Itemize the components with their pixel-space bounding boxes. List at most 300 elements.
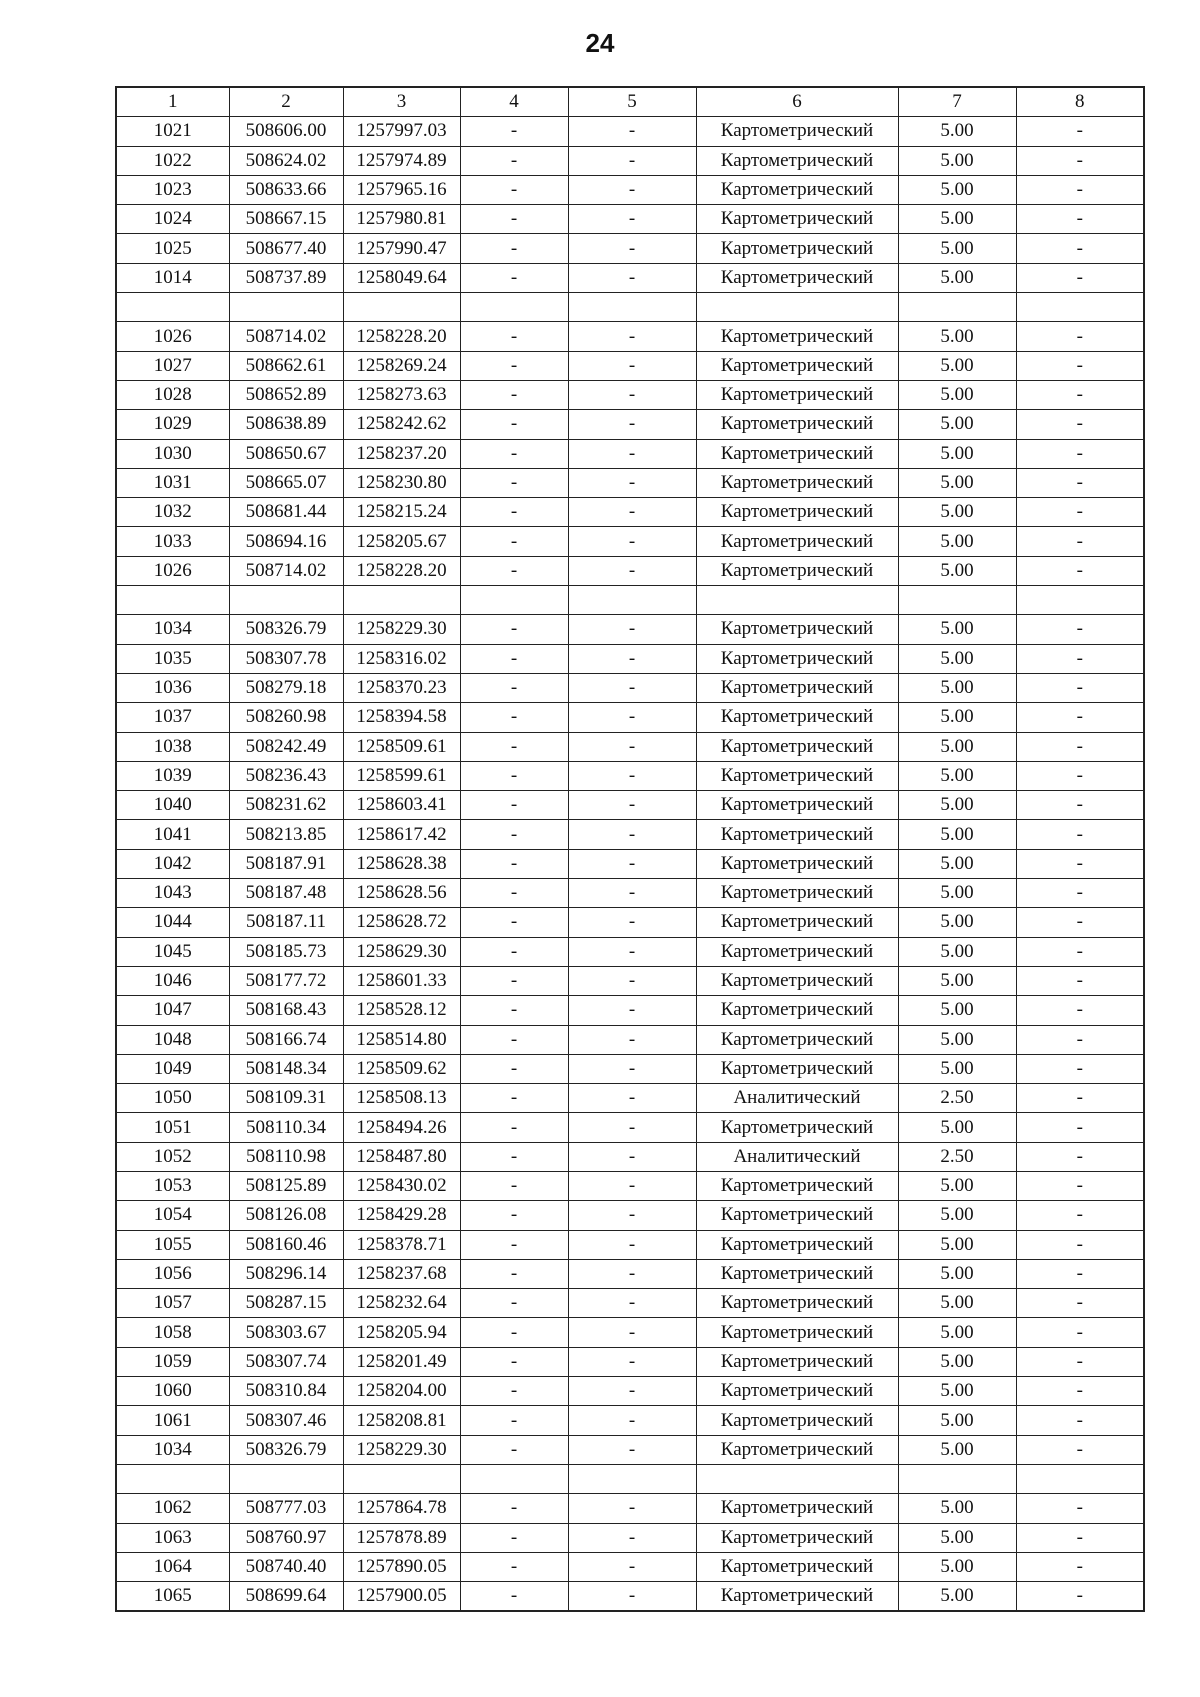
table-cell: 1044	[116, 908, 229, 937]
table-cell: 1023	[116, 175, 229, 204]
table-cell: 1258628.56	[343, 879, 460, 908]
table-row	[116, 117, 1144, 146]
table-cell	[460, 293, 568, 322]
table-cell: -	[568, 175, 696, 204]
table-cell: -	[1016, 1171, 1144, 1200]
table-cell: -	[1016, 1113, 1144, 1142]
table-cell: 1258628.38	[343, 849, 460, 878]
table-row	[116, 879, 1144, 908]
table-row	[116, 1464, 1144, 1493]
table-cell: Картометрический	[696, 527, 898, 556]
table-cell: -	[568, 1377, 696, 1406]
table-row	[116, 1230, 1144, 1259]
table-cell: 5.00	[898, 644, 1016, 673]
table-cell: Картометрический	[696, 1171, 898, 1200]
table-cell: -	[1016, 117, 1144, 146]
table-cell: 508650.67	[229, 439, 343, 468]
table-cell: 508166.74	[229, 1025, 343, 1054]
table-row	[116, 1259, 1144, 1288]
table-cell: 1046	[116, 966, 229, 995]
table-cell: -	[568, 205, 696, 234]
table-cell: -	[460, 1406, 568, 1435]
table-cell: 1053	[116, 1171, 229, 1200]
table-cell: 508665.07	[229, 468, 343, 497]
table-cell	[1016, 1464, 1144, 1493]
table-cell: 1258204.00	[343, 1377, 460, 1406]
table-row	[116, 1406, 1144, 1435]
table-cell: Картометрический	[696, 1025, 898, 1054]
table-cell: 1258370.23	[343, 673, 460, 702]
table-cell: -	[568, 380, 696, 409]
table-cell: -	[460, 1318, 568, 1347]
table-cell: 1031	[116, 468, 229, 497]
table-cell: -	[460, 1289, 568, 1318]
table-cell: 508606.00	[229, 117, 343, 146]
table-row	[116, 234, 1144, 263]
table-cell: -	[568, 1142, 696, 1171]
table-cell: 508737.89	[229, 263, 343, 292]
table-cell: -	[1016, 498, 1144, 527]
table-cell: 5.00	[898, 146, 1016, 175]
table-cell: Картометрический	[696, 908, 898, 937]
table-cell: 5.00	[898, 498, 1016, 527]
table-cell: -	[1016, 761, 1144, 790]
table-cell	[696, 293, 898, 322]
table-cell: -	[460, 908, 568, 937]
table-cell: -	[460, 761, 568, 790]
table-cell: -	[568, 1084, 696, 1113]
table-row	[116, 1025, 1144, 1054]
table-cell: Картометрический	[696, 1435, 898, 1464]
table-cell: 1258629.30	[343, 937, 460, 966]
table-cell: Картометрический	[696, 1494, 898, 1523]
table-cell: 5.00	[898, 1230, 1016, 1259]
table-row	[116, 1582, 1144, 1612]
table-cell: Картометрический	[696, 849, 898, 878]
table-cell: 1026	[116, 556, 229, 585]
table-cell: 5.00	[898, 175, 1016, 204]
table-cell: 1054	[116, 1201, 229, 1230]
table-cell: Картометрический	[696, 937, 898, 966]
table-cell: -	[568, 996, 696, 1025]
table-cell: Картометрический	[696, 879, 898, 908]
table-cell: 5.00	[898, 1113, 1016, 1142]
table-row	[116, 1201, 1144, 1230]
table-cell: 5.00	[898, 1025, 1016, 1054]
table-cell	[343, 586, 460, 615]
table-cell: 5.00	[898, 996, 1016, 1025]
table-cell: 1033	[116, 527, 229, 556]
table-cell: 508260.98	[229, 703, 343, 732]
table-row	[116, 175, 1144, 204]
table-cell: -	[460, 468, 568, 497]
table-cell: 508652.89	[229, 380, 343, 409]
table-cell	[696, 1464, 898, 1493]
table-cell: 1258228.20	[343, 322, 460, 351]
table-cell: 1258603.41	[343, 791, 460, 820]
table-row	[116, 1142, 1144, 1171]
table-cell: 1258430.02	[343, 1171, 460, 1200]
table-cell: Картометрический	[696, 556, 898, 585]
table-cell: 1258487.80	[343, 1142, 460, 1171]
table-cell: -	[460, 615, 568, 644]
table-cell: 508307.78	[229, 644, 343, 673]
table-cell: 508667.15	[229, 205, 343, 234]
table-row	[116, 615, 1144, 644]
table-row	[116, 439, 1144, 468]
table-row	[116, 996, 1144, 1025]
table-cell: -	[568, 849, 696, 878]
table-cell: -	[568, 908, 696, 937]
table-cell: 1064	[116, 1552, 229, 1581]
table-cell: 1024	[116, 205, 229, 234]
table-cell: 5.00	[898, 1318, 1016, 1347]
table-cell: 1258205.67	[343, 527, 460, 556]
table-cell: 5.00	[898, 615, 1016, 644]
column-header: 3	[343, 87, 460, 117]
table-cell: -	[460, 644, 568, 673]
table-cell: 508279.18	[229, 673, 343, 702]
table-cell: -	[1016, 263, 1144, 292]
table-cell: 1258316.02	[343, 644, 460, 673]
table-cell: -	[460, 1171, 568, 1200]
table-row	[116, 205, 1144, 234]
table-cell: 5.00	[898, 966, 1016, 995]
table-cell: Картометрический	[696, 673, 898, 702]
table-cell: -	[1016, 1084, 1144, 1113]
table-row	[116, 1377, 1144, 1406]
table-cell: 2.50	[898, 1142, 1016, 1171]
table-cell: 1257990.47	[343, 234, 460, 263]
table-cell: 1257890.05	[343, 1552, 460, 1581]
table-cell: -	[1016, 351, 1144, 380]
table-cell: 1062	[116, 1494, 229, 1523]
table-cell: 1060	[116, 1377, 229, 1406]
table-cell: -	[460, 1582, 568, 1612]
table-cell: -	[568, 1113, 696, 1142]
table-cell: 1049	[116, 1054, 229, 1083]
table-cell: 5.00	[898, 439, 1016, 468]
table-cell: 5.00	[898, 1289, 1016, 1318]
table-cell: -	[568, 410, 696, 439]
table-cell: 5.00	[898, 879, 1016, 908]
table-cell: 508681.44	[229, 498, 343, 527]
table-cell: Картометрический	[696, 1201, 898, 1230]
table-cell: -	[1016, 1347, 1144, 1376]
table-cell: 508126.08	[229, 1201, 343, 1230]
table-cell: -	[1016, 1435, 1144, 1464]
table-cell: -	[1016, 908, 1144, 937]
table-row	[116, 498, 1144, 527]
table-cell: -	[460, 205, 568, 234]
table-cell: 5.00	[898, 1406, 1016, 1435]
table-cell: -	[568, 117, 696, 146]
table-row	[116, 468, 1144, 497]
table-cell: 5.00	[898, 1171, 1016, 1200]
table-cell: 5.00	[898, 322, 1016, 351]
table-cell	[696, 586, 898, 615]
table-cell: -	[460, 234, 568, 263]
table-cell	[116, 586, 229, 615]
table-cell: -	[1016, 1582, 1144, 1612]
table-cell: 1056	[116, 1259, 229, 1288]
table-cell: -	[460, 996, 568, 1025]
table-cell: 508185.73	[229, 937, 343, 966]
table-row	[116, 644, 1144, 673]
table-cell: 1258509.61	[343, 732, 460, 761]
table-cell	[460, 1464, 568, 1493]
table-cell: Картометрический	[696, 1582, 898, 1612]
table-cell: -	[1016, 1289, 1144, 1318]
table-cell: -	[568, 966, 696, 995]
table-row	[116, 1084, 1144, 1113]
table-cell: 1258232.64	[343, 1289, 460, 1318]
table-cell: -	[460, 527, 568, 556]
table-cell: -	[568, 1523, 696, 1552]
table-cell: 1258601.33	[343, 966, 460, 995]
table-cell: 508740.40	[229, 1552, 343, 1581]
table-row	[116, 351, 1144, 380]
table-cell	[898, 586, 1016, 615]
table-cell: 5.00	[898, 527, 1016, 556]
table-cell: -	[460, 1084, 568, 1113]
table-cell: Картометрический	[696, 468, 898, 497]
table-cell: -	[568, 1494, 696, 1523]
table-row	[116, 293, 1144, 322]
table-cell: -	[460, 673, 568, 702]
table-cell: -	[460, 439, 568, 468]
table-cell: -	[568, 820, 696, 849]
table-cell: -	[568, 1201, 696, 1230]
table-cell: -	[568, 1289, 696, 1318]
table-cell: -	[460, 1113, 568, 1142]
table-cell: 508125.89	[229, 1171, 343, 1200]
table-cell: 5.00	[898, 1201, 1016, 1230]
table-row	[116, 556, 1144, 585]
table-cell: 1258269.24	[343, 351, 460, 380]
column-header: 1	[116, 87, 229, 117]
table-cell: 508699.64	[229, 1582, 343, 1612]
table-cell: Картометрический	[696, 146, 898, 175]
table-cell: -	[1016, 527, 1144, 556]
table-cell: Картометрический	[696, 380, 898, 409]
table-cell: -	[460, 703, 568, 732]
table-cell	[229, 293, 343, 322]
table-cell: -	[568, 732, 696, 761]
table-cell: 1047	[116, 996, 229, 1025]
table-cell: 508714.02	[229, 322, 343, 351]
table-row	[116, 703, 1144, 732]
table-cell: -	[568, 615, 696, 644]
table-cell: 1039	[116, 761, 229, 790]
table-cell: 1050	[116, 1084, 229, 1113]
table-cell: Картометрический	[696, 644, 898, 673]
table-cell	[229, 1464, 343, 1493]
table-cell: 1258599.61	[343, 761, 460, 790]
table-cell: Картометрический	[696, 351, 898, 380]
table-cell: -	[460, 380, 568, 409]
table-cell: Картометрический	[696, 322, 898, 351]
table-cell: 1035	[116, 644, 229, 673]
table-cell: 5.00	[898, 380, 1016, 409]
table-cell	[229, 586, 343, 615]
table-cell: -	[1016, 1054, 1144, 1083]
table-cell: 1258528.12	[343, 996, 460, 1025]
table-cell: Картометрический	[696, 761, 898, 790]
table-cell: 5.00	[898, 351, 1016, 380]
table-cell: 1258514.80	[343, 1025, 460, 1054]
table-cell: 1258049.64	[343, 263, 460, 292]
column-header: 6	[696, 87, 898, 117]
table-cell: Картометрический	[696, 703, 898, 732]
table-row	[116, 1552, 1144, 1581]
table-cell: 1022	[116, 146, 229, 175]
table-cell: 1257878.89	[343, 1523, 460, 1552]
table-row	[116, 908, 1144, 937]
table-cell: Картометрический	[696, 791, 898, 820]
table-cell: 508110.98	[229, 1142, 343, 1171]
table-cell: -	[568, 468, 696, 497]
table-cell: 508633.66	[229, 175, 343, 204]
table-cell: 1048	[116, 1025, 229, 1054]
table-cell: -	[1016, 732, 1144, 761]
table-cell: 1029	[116, 410, 229, 439]
table-cell: -	[1016, 615, 1144, 644]
table-cell: -	[568, 556, 696, 585]
table-cell	[343, 293, 460, 322]
table-cell: 1063	[116, 1523, 229, 1552]
table-cell: -	[1016, 644, 1144, 673]
table-cell: 508662.61	[229, 351, 343, 380]
table-cell: 1052	[116, 1142, 229, 1171]
table-cell: 508287.15	[229, 1289, 343, 1318]
table-row	[116, 820, 1144, 849]
table-cell: Картометрический	[696, 1054, 898, 1083]
table-cell: -	[460, 1054, 568, 1083]
column-header: 5	[568, 87, 696, 117]
table-cell: -	[460, 117, 568, 146]
table-cell: 508110.34	[229, 1113, 343, 1142]
table-cell: 1258201.49	[343, 1347, 460, 1376]
table-row	[116, 146, 1144, 175]
table-cell: 1065	[116, 1582, 229, 1612]
table-cell: 5.00	[898, 673, 1016, 702]
table-cell: Картометрический	[696, 175, 898, 204]
table-cell: 508187.11	[229, 908, 343, 937]
column-header: 4	[460, 87, 568, 117]
table-cell: -	[568, 439, 696, 468]
table-cell: 1055	[116, 1230, 229, 1259]
table-cell: 1257900.05	[343, 1582, 460, 1612]
table-cell	[460, 586, 568, 615]
table-cell: -	[1016, 1259, 1144, 1288]
table-cell: -	[568, 1435, 696, 1464]
table-cell: -	[1016, 1318, 1144, 1347]
table-cell: -	[568, 937, 696, 966]
table-row	[116, 1435, 1144, 1464]
table-cell: -	[568, 673, 696, 702]
table-cell: -	[568, 351, 696, 380]
table-cell: 508714.02	[229, 556, 343, 585]
table-cell: 1258229.30	[343, 615, 460, 644]
table-cell: -	[460, 791, 568, 820]
table-cell: 508638.89	[229, 410, 343, 439]
table-cell: 1038	[116, 732, 229, 761]
table-cell: 5.00	[898, 761, 1016, 790]
table-cell: 5.00	[898, 820, 1016, 849]
table-cell: -	[1016, 966, 1144, 995]
table-cell: 1258242.62	[343, 410, 460, 439]
table-cell	[116, 293, 229, 322]
table-cell: -	[460, 1230, 568, 1259]
table-row	[116, 322, 1144, 351]
table-cell: 5.00	[898, 1552, 1016, 1581]
table-cell: -	[568, 1054, 696, 1083]
column-header: 8	[1016, 87, 1144, 117]
table-cell	[568, 1464, 696, 1493]
table-cell: -	[568, 1171, 696, 1200]
table-cell: -	[1016, 175, 1144, 204]
table-cell: 5.00	[898, 703, 1016, 732]
table-cell: Картометрический	[696, 205, 898, 234]
table-cell: Картометрический	[696, 732, 898, 761]
table-cell: -	[460, 732, 568, 761]
table-cell: Картометрический	[696, 234, 898, 263]
table-cell: -	[1016, 205, 1144, 234]
table-cell: 5.00	[898, 468, 1016, 497]
table-cell: -	[568, 527, 696, 556]
table-cell: 508303.67	[229, 1318, 343, 1347]
table-cell: -	[568, 234, 696, 263]
table-cell: Картометрический	[696, 1552, 898, 1581]
table-cell: 1258509.62	[343, 1054, 460, 1083]
table-cell: 1034	[116, 1435, 229, 1464]
table-cell: Картометрический	[696, 263, 898, 292]
table-cell: 5.00	[898, 263, 1016, 292]
table-cell: -	[460, 849, 568, 878]
table-cell	[116, 1464, 229, 1493]
table-cell: -	[568, 791, 696, 820]
table-cell: 1258230.80	[343, 468, 460, 497]
table-cell: 1027	[116, 351, 229, 380]
table-cell: 1258215.24	[343, 498, 460, 527]
table-cell: 508148.34	[229, 1054, 343, 1083]
table-cell: 1041	[116, 820, 229, 849]
table-cell: 1258237.68	[343, 1259, 460, 1288]
table-cell: -	[1016, 1552, 1144, 1581]
table-cell: 1058	[116, 1318, 229, 1347]
table-cell: 1061	[116, 1406, 229, 1435]
table-cell: 508694.16	[229, 527, 343, 556]
table-cell: -	[568, 1582, 696, 1612]
table-cell: -	[1016, 146, 1144, 175]
table-cell: -	[568, 1552, 696, 1581]
table-cell: 1034	[116, 615, 229, 644]
table-cell: -	[1016, 1494, 1144, 1523]
table-cell	[1016, 293, 1144, 322]
table-cell: -	[1016, 439, 1144, 468]
table-row	[116, 673, 1144, 702]
table-cell: 508187.48	[229, 879, 343, 908]
table-cell: Картометрический	[696, 410, 898, 439]
table-cell: -	[1016, 1406, 1144, 1435]
table-cell: 5.00	[898, 1523, 1016, 1552]
table-cell: -	[568, 879, 696, 908]
table-row	[116, 966, 1144, 995]
table-row	[116, 849, 1144, 878]
table-cell: Картометрический	[696, 1406, 898, 1435]
table-cell: -	[1016, 879, 1144, 908]
